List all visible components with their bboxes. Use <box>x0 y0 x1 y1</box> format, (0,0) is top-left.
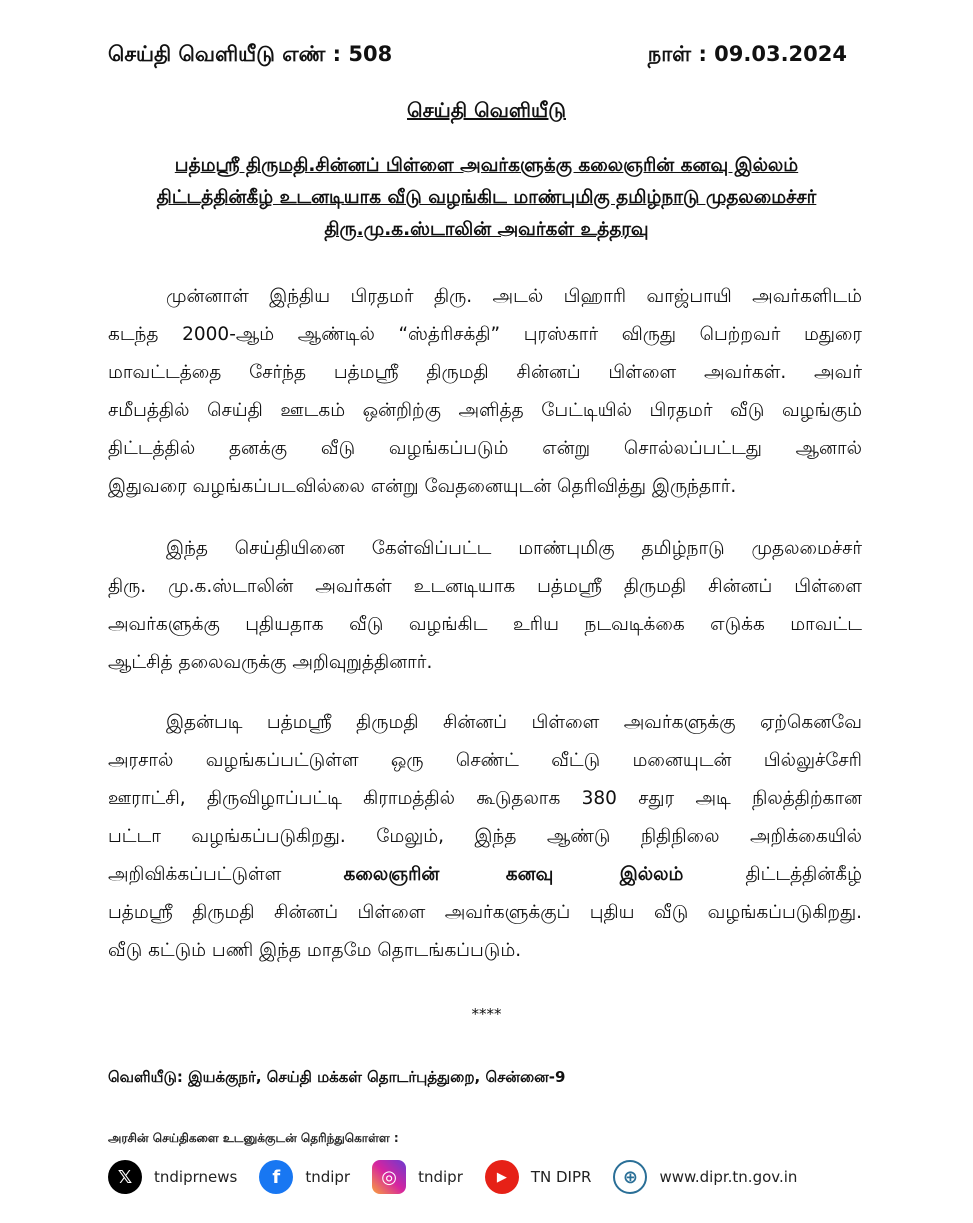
social-links <box>108 1160 819 1194</box>
text-segment: அறிவிக்கப்பட்டுள்ள <box>108 864 282 885</box>
text-line: முன்னாள் இந்திய பிரதமர் திரு. அடல் பிஹாரி வாஜ்பாயி அவர்களிடம் <box>166 286 862 307</box>
text-line: இந்த செய்தியினை கேள்விப்பட்ட மாண்புமிகு தமிழ்நாடு முதலமைச்சர் <box>166 538 862 559</box>
text-line: திரு. மு.க.ஸ்டாலின் அவர்கள் உடனடியாக பத்மஸ்ரீ திருமதி சின்னப் பிள்ளை <box>108 576 862 597</box>
issuer-footer: வெளியீடு: இயக்குநர், செய்தி மக்கள் தொடர்புத்துறை, சென்னை-9 <box>108 1068 566 1086</box>
follow-label: அரசின் செய்திகளை உடனுக்குடன் தெரிந்துகொள்ள : <box>108 1131 399 1145</box>
headline-line: திட்டத்தின்கீழ் உடனடியாக வீடு வழங்கிட மாண்புமிகு தமிழ்நாடு முதலமைச்சர் <box>156 187 817 208</box>
social-label: TN DIPR <box>530 1168 592 1186</box>
x-icon: 𝕏 <box>108 1160 142 1194</box>
social-label: tndipr <box>305 1168 351 1186</box>
text-line: மாவட்டத்தை சேர்ந்த பத்மஸ்ரீ திருமதி சின்னப் பிள்ளை அவர்கள். அவர் <box>108 362 862 383</box>
paragraph-1 <box>108 278 862 506</box>
headline-line: திரு.மு.க.ஸ்டாலின் அவர்கள் உத்தரவு <box>324 219 649 240</box>
text-segment: திட்டத்தின்கீழ் <box>745 864 862 885</box>
globe-icon: ⊕ <box>613 1160 647 1194</box>
text-line: வீடு கட்டும் பணி இந்த மாதமே தொடங்கப்படும். <box>108 940 522 961</box>
text-line: அரசால் வழங்கப்பட்டுள்ள ஒரு செண்ட் வீட்டு மனையுடன் பில்லுச்சேரி <box>108 750 862 771</box>
text-line: திட்டத்தில் தனக்கு வீடு வழங்கப்படும் என்று சொல்லப்பட்டது ஆனால் <box>108 438 862 459</box>
headline <box>0 150 973 246</box>
text-line: அவர்களுக்கு புதியதாக வீடு வழங்கிட உரிய நடவடிக்கை எடுக்க மாவட்ட <box>108 614 862 635</box>
social-label: tndiprnews <box>154 1168 238 1186</box>
text-line: ஊராட்சி, திருவிழாப்பட்டி கிராமத்தில் கூடுதலாக 380 சதுர அடி நிலத்திற்கான <box>108 788 862 809</box>
social-youtube[interactable] <box>485 1160 592 1194</box>
text-line: சமீபத்தில் செய்தி ஊடகம் ஒன்றிற்கு அளித்த பேட்டியில் பிரதமர் வீடு வழங்கும் <box>108 400 862 421</box>
social-facebook[interactable] <box>259 1160 350 1194</box>
paragraph-3 <box>108 704 862 970</box>
release-date: நாள் : 09.03.2024 <box>647 42 847 66</box>
social-x[interactable] <box>108 1160 237 1194</box>
text-line: ஆட்சித் தலைவருக்கு அறிவுறுத்தினார். <box>108 652 433 673</box>
release-number: செய்தி வெளியீடு எண் : 508 <box>108 42 393 66</box>
text-line: பட்டா வழங்கப்படுகிறது. மேலும், இந்த ஆண்டு நிதிநிலை அறிக்கையில் <box>108 826 862 847</box>
instagram-icon: ◎ <box>372 1160 406 1194</box>
text-line: இதுவரை வழங்கப்படவில்லை என்று வேதனையுடன் தெரிவித்து இருந்தார். <box>108 476 737 497</box>
social-instagram[interactable] <box>372 1160 463 1194</box>
youtube-icon: ▶ <box>485 1160 519 1194</box>
facebook-icon: f <box>259 1160 293 1194</box>
text-line <box>108 856 862 894</box>
social-label: tndipr <box>418 1168 463 1186</box>
paragraph-2 <box>108 530 862 682</box>
text-line: இதன்படி பத்மஸ்ரீ திருமதி சின்னப் பிள்ளை அவர்களுக்கு ஏற்கெனவே <box>166 712 862 733</box>
document-type-title: செய்தி வெளியீடு <box>407 98 566 122</box>
end-marker: **** <box>471 1005 502 1023</box>
text-line: கடந்த 2000-ஆம் ஆண்டில் “ஸ்த்ரிசக்தி” புரஸ்கார் விருது பெற்றவர் மதுரை <box>108 324 862 345</box>
text-line: பத்மஸ்ரீ திருமதி சின்னப் பிள்ளை அவர்களுக்குப் புதிய வீடு வழங்கப்படுகிறது. <box>108 902 862 923</box>
headline-line: பத்மஸ்ரீ திருமதி.சின்னப் பிள்ளை அவர்களுக்கு கலைஞரின் கனவு இல்லம் <box>174 155 799 176</box>
scheme-name-bold: கலைஞரின் கனவு இல்லம் <box>343 864 684 885</box>
social-label: www.dipr.tn.gov.in <box>659 1168 798 1186</box>
social-website[interactable] <box>613 1160 797 1194</box>
